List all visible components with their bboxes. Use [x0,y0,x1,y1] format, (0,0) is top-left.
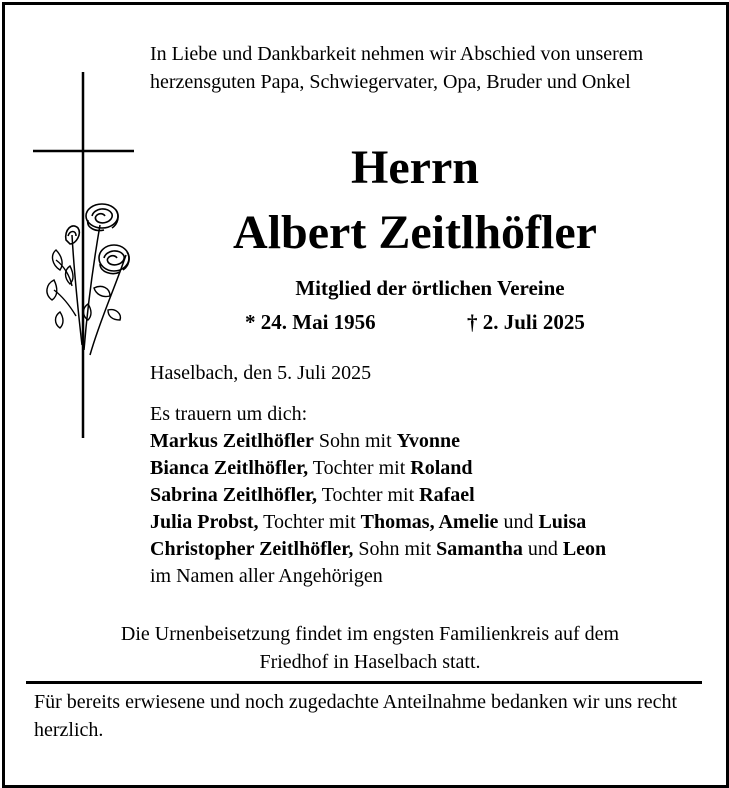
subtitle: Mitglied der örtlichen Vereine [295,276,565,300]
mourner-relation: und [522,538,563,560]
mourner-name: Christopher Zeitlhöfler, [150,538,354,560]
death-date: † 2. Juli 2025 [467,310,585,334]
mourner-line [150,482,710,509]
salutation: Herrn [351,141,479,194]
mourner-name: Luisa [538,511,587,533]
mourner-name: Bianca Zeitlhöfler, [150,457,309,479]
deceased-name: Albert Zeitlhöfler [233,206,597,259]
mourner-relation: Tochter mit [308,457,411,479]
mourner-name: Roland [410,457,473,479]
mourner-relation: Sohn mit [353,538,437,560]
mourner-relation: Tochter mit [317,484,420,506]
mourners-closing: im Namen aller Angehörigen [150,565,383,587]
mourner-relation: Tochter mit [258,511,361,533]
mourner-name: Markus Zeitlhöfler [150,430,314,452]
mourners-heading: Es trauern um dich: [150,403,308,425]
mourner-line [150,455,710,482]
place-and-date: Haselbach, den 5. Juli 2025 [150,362,372,384]
intro-text: In Liebe und Dankbarkeit nehmen wir Abschied von unserem herzensguten Papa, Schwiegervater, Opa, Bruder und Onkel [150,43,644,93]
mourner-name: Samantha [436,538,523,560]
funeral-line-1: Die Urnenbeisetzung findet im engsten Familienkreis auf dem [120,623,620,645]
mourner-relation: und [498,511,539,533]
mourner-line [150,428,710,455]
mourners-block [150,401,710,590]
birth-date: * 24. Mai 1956 [245,310,376,334]
cross-with-roses-icon [30,70,140,440]
mourner-line [150,509,710,536]
divider [26,681,702,684]
mourner-line [150,536,710,563]
mourner-relation: Sohn mit [313,430,397,452]
mourner-name: Leon [562,538,607,560]
mourner-name: Yvonne [396,430,461,452]
thanks-text: Für bereits erwiesene und noch zugedachte Anteilnahme bedanken wir uns recht herzlich. [34,691,678,741]
mourner-name: Sabrina Zeitlhöfler, [150,484,318,506]
mourner-list [150,428,710,563]
funeral-notice [40,620,700,676]
funeral-line-2: Friedhof in Haselbach statt. [259,651,481,673]
mourner-name: Julia Probst, [150,511,259,533]
mourner-name: Rafael [419,484,475,506]
mourner-name: Thomas, Amelie [360,511,499,533]
